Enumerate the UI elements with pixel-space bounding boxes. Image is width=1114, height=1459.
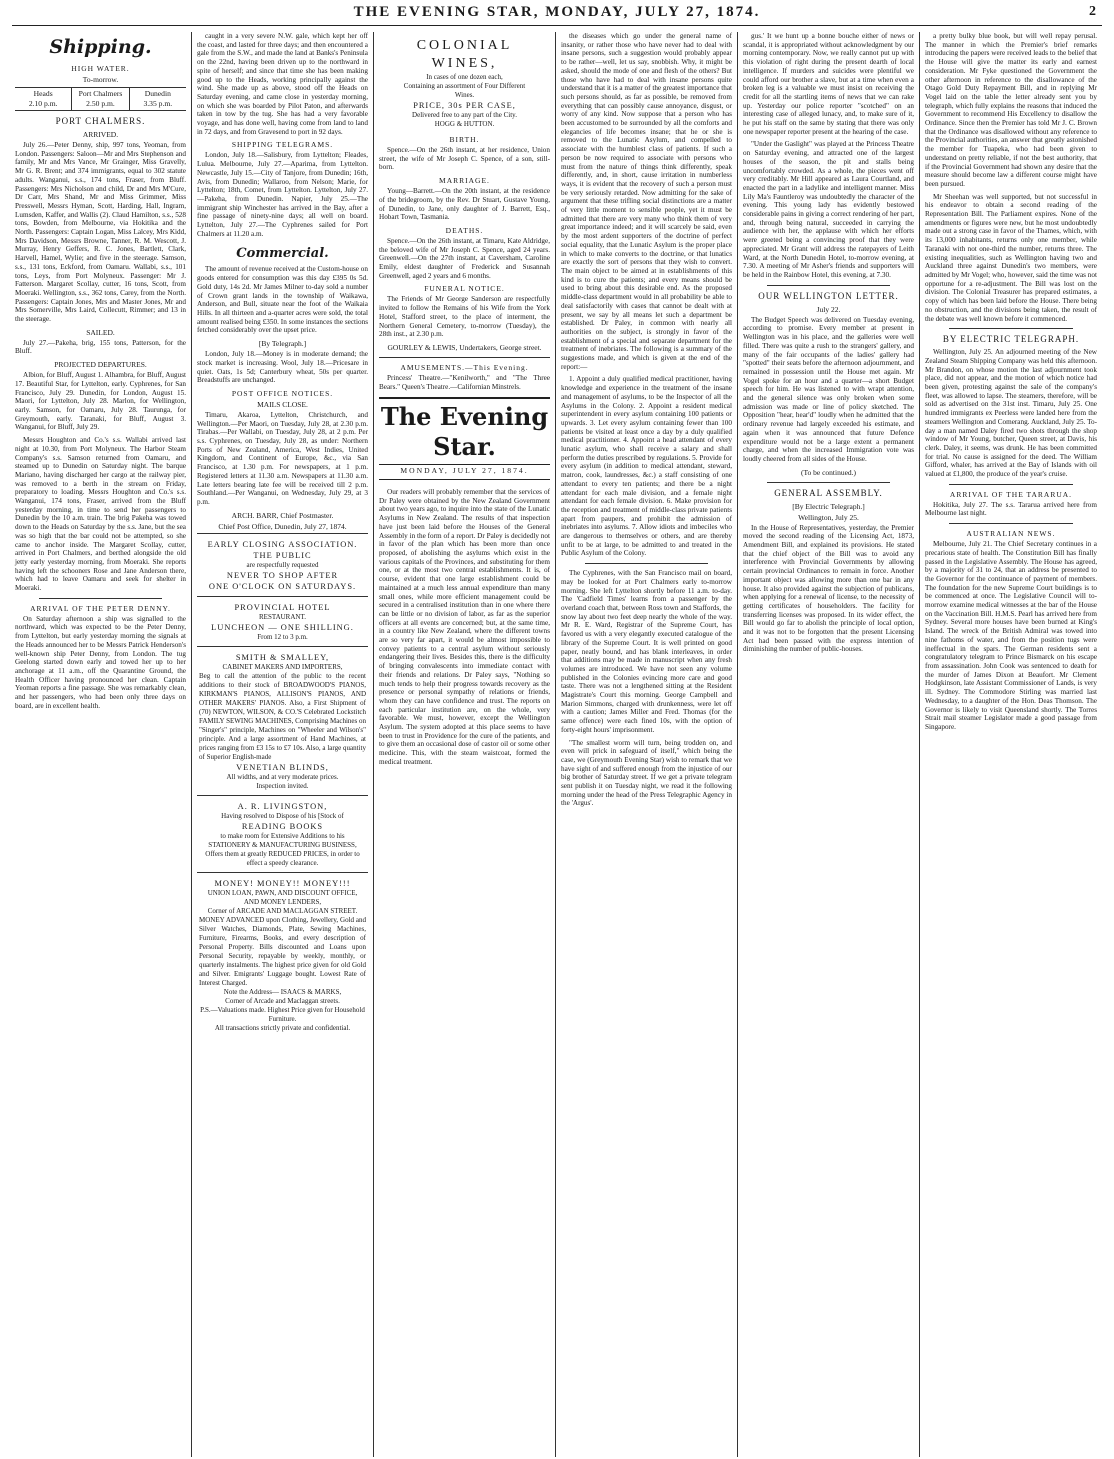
ad-line: AND MONEY LENDERS, xyxy=(243,897,322,906)
birth-heading: BIRTH. xyxy=(449,135,480,144)
post-office-date: Chief Post Office, Dunedin, July 27, 1874. xyxy=(218,521,347,531)
ad-line: CABINET MAKERS AND IMPORTERS, xyxy=(222,662,343,671)
early-closing-ad xyxy=(197,533,368,596)
birth-text: Spence.—On the 26th instant, at her residence, Union street, the wife of Mr Joseph C. Spence, of a son, still-born. xyxy=(379,146,550,172)
ad-line: Delivered free to any part of the City. xyxy=(412,111,517,119)
provincial-hotel-ad xyxy=(197,596,368,646)
ad-line: Wines. xyxy=(454,91,475,99)
ad-line: Corner of Arcade and Maclaggan streets. xyxy=(225,996,340,1005)
ad-line: Note the Address— ISAACS & MARKS, xyxy=(223,987,342,996)
shipping-telegrams-heading: SHIPPING TELEGRAMS. xyxy=(231,140,334,150)
wellington-letter-heading: OUR WELLINGTON LETTER. xyxy=(758,290,899,301)
tararua-text: Hokitika, July 27. The s.s. Tararua arrived here from Melbourne last night. xyxy=(925,500,1097,518)
column-5 xyxy=(738,32,920,1457)
deaths-text: Spence.—On the 26th instant, at Timaru, Kate Aldridge, the beloved wife of Mr Joseph C. Spence, aged 24 years. Greenwell.—On the 27th instant, at Caversham, Caroline Emily, eldest daughter of Frederick and Susannah Greenwell, aged 2 years and 6 months. xyxy=(379,236,550,280)
theatre-text: "Under the Gaslight" was played at the Princess Theatre on Saturday evening, and attracted one of the largest houses of the season, the pit and stalls being uncomfortably crowded. As a whole, the pieces went off very creditably. Mr Hill appeared as Laura Courtland, and enacted the part in a ladylike and intelligent manner. Miss Lily Ma's Fauntleroy was undoubtedly the character of the evening. This young lady has evidently bestowed considerable pains in giving a correct rendering of her part, and, through being natural, succeeded in carrying the audience with her, the applause with which her efforts were greeted being a convincing proof that they were appreciated. Mr Grant will address the ratepayers of Leith Ward, at the North Dunedin Hotel, to-morrow evening, at 7.30. A meeting of Mr Asher's friends and supporters will be held in the Rainbow Hotel, this evening, at 7.30. xyxy=(743,140,914,279)
local-news-text-2: "The smallest worm will turn, being trodden on, and even will prick in safeguard of itself," which being the case, we (Greymouth Evening Star) wish to remark that we have sight of and suffered enough from the injustice of our big brother of Saturday street. If we get a private telegram sent publish it on Tuesday night, we read it the following morning under the head of the Press Telegraphic Agency in the 'Argus'. xyxy=(561,738,732,808)
divider xyxy=(767,285,890,286)
ad-line: In cases of one dozen each, xyxy=(426,73,503,81)
ad-headline: MONEY! MONEY!! MONEY!!! xyxy=(214,878,351,888)
editorial-continued-text: the diseases which go under the general name of insanity, or rather those who have never had to deal with insane persons, such a suggestion would probably appear to be rather—well, let us say, snobbish. Why, it might be asked, should the mode of one and flesh of the others? But those who have had to deal with insane persons quite understand that it is a matter of the greatest importance that such persons should, as far as possible, be removed from everything that can possibly cause annoyance, disgust, or worry of any kind. Now suppose that a person who has been accustomed to be surrounded by all the comforts and elegancies of life becomes insane; that he or she is removed to the Lunatic Asylum, and compelled to associate with the humblest class of patients. If such a person be now required to associate with persons who must from the nature of things think differently, speak differently, and, in short, cause irritation in numberless ways, it is evident that the recovery of such a person must be very seriously retarded. Now admitting for the sake of argument that these trifling social distinctions are a matter of very little moment to sensible people, yet it must be admitted that there are very many who think them of very great importance indeed; and it will scarcely be said, even by the most ardent supporters of the doctrine of perfect social equality, that the Lunatic Asylum is the proper place in which to make converts to the doctrine, or that lunatics are exactly the sort of persons that they wish to convert. The main object to be aimed at in establishments of this kind is to cure the patients; and every means should be used to bring about this desirable end. As the proposed middle-class department would in all probability be able to deal satisfactorily with cases that cannot be dealt with at present, we say by all means let such a department be established. Dr Paley, in common with nearly all authorities on the subject, is strongly in favor of the establishment of a special and separate department for the treatment of inebriates. The following is a summary of the suggestions made, and which is given at the end of the report:— xyxy=(561,32,732,371)
tararua-heading: ARRIVAL OF THE TARARUA. xyxy=(949,489,1073,499)
marriage-heading: MARRIAGE. xyxy=(439,176,490,186)
mails-close-heading: MAILS CLOSE. xyxy=(257,399,308,409)
ad-line: HOGG & HUTTON. xyxy=(434,120,495,128)
column-6 xyxy=(920,32,1102,1457)
arrival-text: On Saturday afternoon a ship was signalled to the northward, which was expected to be the Peter Denny, from Lyttelton, but early yesterday morning the signals at the Heads announced her to be Messrs Patrick Henderson's well-known ship Peter Denny, from London. The tug Geelong started down early and towed her up to her anchorage at 11 a.m., off the Quarantine Ground, the Health Officer having pronounced her clean. Captain Yeoman reports a fine passage. She was remarkably clean, and her passengers, who had been only three days on board, are in excellent health. xyxy=(15,614,186,710)
local-news-text: The Cyphrenes, with the San Francisco mail on board, may be looked for at Port Chalmers early to-morrow morning. She left Lyttelton shortly before 11 a.m. to-day. The 'Cadfield Times' learns from a passenger by the overland coach that, between Ross town and Staffords, the snow lay about two feet deep nearly the whole of the way. Mr R. E. Ward, Registrar of the Supreme Court, has favored us with a very elegantly executed catalogue of the library of the Supreme Court. It is well printed on good paper, neatly bound, and has blank interleaves, in order that additions may be made in manuscript when any fresh volumes are introduced. We have not seen any volume published in the Colonies evincing more care and good taste. There was not a lengthened sitting at the Resident Magistrate's Court this morning. George Campbell and Marion Simmons, charged with drunkenness, were let off with a caution; James Miller and Fred. Thomas (for the same offence) were each fined 10s, with the option of forty-eight hours' imprisonment. xyxy=(561,569,732,734)
ad-headline: A. R. LIVINGSTON, xyxy=(237,801,328,811)
tide-time: 2.50 p.m. xyxy=(86,99,115,108)
ad-line: ONE O'CLOCK ON SATURDAYS. xyxy=(208,581,357,591)
ad-headline: PROVINCIAL HOTEL xyxy=(234,602,331,612)
projected-text: Albion, for Bluff, August 1. Alhambra, for Bluff, August 17. Beautiful Star, for Lyttelton, early. Cyphrenes, for San Francisco, July 29. Dunedin, for London, August 15. Maori, for Lyttelton, July 28. Marlon, for Wellington, early. Samson, for Oamaru, July 28. Taurunga, for Greymouth, early. Taranaki, for Bluff, August 3. Wanganui, for Bluff, July 29. xyxy=(15,371,186,432)
arrivals-text: July 26.—Peter Denny, ship, 997 tons, Yeoman, from London. Passengers: Saloon—Mr and Mrs Stephenson and family, Mr and Mrs Vance, Mr Grainger, Miss Gravelly, Mr G. R. Brent; and 374 immigrants, equal to 302 statute adults. Wanganui, s.s., 174 tons, Fraser, from Bluff. Passengers: Mrs Nicholson and child, Dr and Mrs M'Cure, Dr Carr, Mrs Shand, Mr and Miss Grimmer, Miss Presswell, Messrs Hyman, Scott, Harding, Hall, Ingram, Lumsden, Kaffer, and Wallis (2). Claud Hamilton, s.s., 528 tons, Bowden, from Melbourne, via Hokitika and the North. Passengers: Captain Logan, Miss Lalcey, Mrs Kidd, Mrs Davidson, Messrs Browne, Tanner, R. M. Wescott, J. Murray, Henry Geffers, R. C. Jones, Bartlett, Clark, Harvell, Hamel, Wylie; and five in the steerage. Samson, s.s., 131 tons, Eckford, from Oamaru. Wallabi, s.s., 101 tons, Leys, from Port Molyneux. Passenger: Mr J. Fatterson. Margaret Scollay, cutter, 16 tons, Scott, from Moeraki. Wellington, s.s., 362 tons, Carey, from the North. Passengers: Captain Jones, Mrs and Master Jones, Mr and Mrs Somerville, Mrs Laird, Collecutt, Rimmer; and 13 in the steerage. xyxy=(15,141,186,324)
tide-label: Port Chalmers xyxy=(78,89,123,98)
post-office-heading: POST OFFICE NOTICES. xyxy=(231,388,334,398)
column-2 xyxy=(192,32,374,1457)
funeral-heading: FUNERAL NOTICE. xyxy=(424,284,505,294)
wellington-letter-text: The Budget Speech was delivered on Tuesday evening, according to promise. Every member at present in Wellington was in his place, and the galleries were well filled. There was quite a rush to the strangers' gallery, and many of the fair occupants of the ladies' gallery had "spotted" their seats before the afternoon adjournment, and remained in possession until the House met again. Mr Vogel spoke for an hour and a quarter—a short Budget speech for him. He was listened to with wrapt attention, and the general silence was only broken when some admission was made or line of policy sketched. The Opposition "hear, hear'd" loudly when he admitted that the ordinary revenue had largely exceeded his estimate, and again when it was announced that future Defence expenditure would not be a large extent a permanent charge, and when the increased Immigration vote was loudly cheered from all sides of the House. xyxy=(743,315,914,463)
tide-label: Heads xyxy=(33,89,53,98)
ad-line: PRICE, 30s PER CASE, xyxy=(413,101,516,110)
ad-line: Inspection invited. xyxy=(256,781,309,790)
tide-time: 3.35 p.m. xyxy=(143,99,173,108)
marriage-text: Young—Barrett.—On the 20th instant, at the residence of the bridegroom, by the Rev. Dr Stuart, Gustave Young, of Dunedin, to Jane, only daughter of J. Barrett, Esq., Hobart Town, Tasmania. xyxy=(379,187,550,222)
general-assembly-text: In the House of Representatives, yesterday, the Premier moved the second reading of the Licensing Act, 1873, Amendment Bill, and explained its provisions. He stated that the chief object of the Bill was to avoid any interference with Provincial Governments by allowing certain provincial Ordinances to remain in force. Another important object was allowing more than one bar in any house. It also provided against the subjection of publicans, when applying for a renewal of license, to the necessity of getting certificates of householders. The facility for transferring licenses was proposed. In its wider effect, the Bill would go far to abolish the principle of local option, and it was not to be forgotten that the present Licensing Act had been passed with the express intention of diminishing the number of public-houses. xyxy=(743,523,914,654)
projected-heading: PROJECTED DEPARTURES. xyxy=(54,360,147,370)
ad-line: Containing an assortment of Four Different xyxy=(403,82,526,90)
paper-name: The Evening Star. xyxy=(380,402,549,462)
divider xyxy=(949,523,1073,524)
high-water-sub: To-morrow. xyxy=(82,75,119,84)
ad-line: to make room for Extensive Additions to his xyxy=(220,831,345,840)
tide-table xyxy=(15,87,186,111)
general-assembly-telegraph: [By Electric Telegraph.] xyxy=(792,501,865,511)
amusements-heading: AMUSEMENTS.—This Evening. xyxy=(400,362,529,372)
ad-line: THE PUBLIC xyxy=(253,550,312,560)
ad-line: All transactions strictly private and confidential. xyxy=(214,1023,351,1032)
arrival-heading: ARRIVAL OF THE PETER DENNY. xyxy=(30,603,171,613)
ad-line: are respectfully requested xyxy=(246,560,319,569)
local-news-continued-text: gus.' It we hunt up a bonne bouche either of news or scandal, it is appropriated without acknowledgment by our morning contemporary. Now, we really cannot put up with this violation of right during the present dearth of local intelligence. If murders and suicides were plentiful we could afford our brother a slave, but at a time when even a broken leg is a valuable we must insist on receiving the credit for all the startling items of news that we can rake up. Yesterday our police reporter "scotched" on an interesting case of alleged lunacy, and, to make sure of it, he put his staff on the same by stating that there was only one newspaper reporter present at the hearing of the case. xyxy=(743,32,914,136)
money-lenders-ad xyxy=(197,872,368,1037)
high-water-heading: HIGH WATER. xyxy=(71,64,130,73)
editorial-text: Our readers will probably remember that the services of Dr Paley were obtained by the New Zealand Government about two years ago, to inquire into the state of the Lunatic Asylums in New Zealand. The results of that inspection have just been laid before the Houses of the General Assembly in the form of a report. Dr Paley is decidedly not in favor of the plan which has been more than once proposed, of abolishing the asylums which exist in the various capitals of the Provinces, and substituting for them one, or at the most two central establishments. It is, of course, evident that one large establishment could be maintained at a much less annual expenditure than many small ones, while more efficient management could be secured in a centralised institution than in one where there can be little or no division of labor, as far as the superior officers at all events are concerned; but, at the same time, in a country like New Zealand, where the different towns are so very far apart, it would be almost impossible to convey patients to a central asylum without seriously endangering their lives. Besides this, there is the difficulty of bringing convalescents into immediate contact with their friends and relations. Dr Paley says, "Nothing so much tends to help their progress towards recovery as the presence or personal sympathy of relations or friends, whom they can have confidence and trust. The reports on each particular institution are, on the whole, very favorable. We must, however, except the Wellington Asylum. The system adopted at this place seems to have been to trust in Providence for the cure of the patients, and to give them an occasional dose of castor oil or some other medicine. This, with the steam waistcoat, formed the medical treatment. xyxy=(379,488,550,766)
australian-news-text: Melbourne, July 21. The Chief Secretary continues in a precarious state of health. The Constitution Bill has finally passed in the Legislative Assembly. The House has agreed, by a majority of 31 to 24, that an address be presented to the Governor for the continuance of payment of members. The foundation for the new Supreme Court buildings is to be commenced at once. The Legislative Council will to-morrow examine medical witnesses at the bar of the House on the Vaccination Bill. H.M.S. Pearl has arrived here from Sydney. Several more houses have been burned at King's Island. The wreck of the British Admiral was towed into nine fathoms of water, and from the position tugs were ineffectual in the spars. The German residents sent a congratulatory telegram to Prince Bismarck on his escape from assassination. John Cook was sentenced to death for the murder of James Dixon at Beaufort. Mr Clement Hodgkinson, late Assistant Commissioner of Lands, is very ill. Sydney. The Commodore Stirling was married last Wednesday, to a daughter of the Hon. Deas Thomson. The Governor is likely to visit Queensland shortly. The Torres Strait mail steamer Legislator made a good passage from Singapore. xyxy=(925,540,1097,731)
divider xyxy=(39,598,162,599)
australian-news-heading: AUSTRALIAN NEWS. xyxy=(966,529,1056,539)
electric-telegraph-heading: BY ELECTRIC TELEGRAPH. xyxy=(942,334,1080,345)
masthead xyxy=(12,0,1102,26)
post-office-text: Timaru, Akaroa, Lyttelton, Christchurch, and Wellington.—Per Maori, on Tuesday, July 28, at 2.30 p.m. Tirabas.—Per Wallabi, on Tuesday, July 28, at 2 p.m. Per s.s. Cyphrenes, on Tuesday, July 28, as under: Northern Ports of New Zealand, America, West Indies, United Kingdom, and Continent of Europe, &c., via San Francisco, at 1.30 p.m. For newspapers, at 1 p.m. Registered letters at 11.30 a.m. Newspapers at 11.30 a.m. Late letters bearing late fee will be received till 2 p.m. Southland.—Per Wanganui, on Wednesday, July 29, at 3 p.m. xyxy=(197,410,368,506)
ad-line: UNION LOAN, PAWN, AND DISCOUNT OFFICE, xyxy=(207,888,358,897)
colonial-wines-ad xyxy=(379,32,550,133)
commercial-text: The amount of revenue received at the Custom-house on goods entered for consumption was this day £395 0s 5d. Gold duty, 14s 2d. Mr James Milner to-day sold a number of Crown grant lands in the township of Waikawa, Anderson, and Bull, situate near the foot of the Waikaia Hills. In all thirteen and a-quarter acres were sold, the total amount realised being £350. In some instances the sections fetched considerably over the upset price. xyxy=(197,265,368,335)
ad-line: NEVER TO SHOP AFTER xyxy=(226,570,339,580)
commercial-telegrams-text: London, July 18.—Money is in moderate demand; the stock market is increasing. Wool, July 18.—Pricesare in quiet. Oats, 1s 5d; Canterbury wheat, 50s per quarter. Breadstuffs are unchanged. xyxy=(197,350,368,385)
tide-time: 2.10 p.m. xyxy=(28,99,58,108)
divider xyxy=(949,328,1073,329)
ad-line: RESTAURANT. xyxy=(259,612,306,621)
ad-line: All widths, and at very moderate prices. xyxy=(226,772,339,781)
shipping-heading: Shipping. xyxy=(49,36,152,58)
tide-cell-heads xyxy=(15,88,72,110)
ad-line: Corner of ARCADE AND MACLAGGAN STREET. xyxy=(207,906,358,915)
paper-date: MONDAY, JULY 27, 1874. xyxy=(379,464,550,476)
arrived-heading: ARRIVED. xyxy=(82,130,119,139)
page-number: 2 xyxy=(1089,4,1096,19)
ad-line: Having resolved to Dispose of his [Stock of xyxy=(221,811,344,820)
ad-headline: COLONIAL WINES, xyxy=(416,38,513,71)
paper-flag xyxy=(379,397,550,480)
ad-headline: EARLY CLOSING ASSOCIATION. xyxy=(207,539,358,549)
ad-body: MONEY ADVANCED upon Clothing, Jewellery, Gold and Silver Watches, Diamonds, Plate, Sewing Machines, Furniture, Firearms, Books, and every description of Personal Property. Bills discounted and Loans upon Personal Security, repayable by weekly, monthly, or quarterly instalments. The highest price given for old Gold and Silver. Emigrants' Luggage bought. Lowest Rate of Interest Charged. xyxy=(199,915,366,987)
to-be-continued: (To be continued.) xyxy=(800,467,857,477)
divider xyxy=(767,482,890,483)
by-telegraph-label: [By Telegraph.] xyxy=(258,339,307,349)
livingston-ad xyxy=(197,795,368,872)
general-assembly-heading: GENERAL ASSEMBLY. xyxy=(774,487,883,498)
amusements-text: Princess' Theatre.—"Kenilworth," and "The Three Bears." Queen's Theatre.—Californian Minstrels. xyxy=(379,373,550,391)
port-heading: PORT CHALMERS. xyxy=(55,116,146,126)
ad-line: LUNCHEON — ONE SHILLING. xyxy=(211,622,354,632)
ad-line: STATIONERY & MANUFACTURING BUSINESS, xyxy=(208,840,357,849)
divider xyxy=(949,484,1073,485)
ad-line: VENETIAN BLINDS, xyxy=(236,762,329,772)
tide-cell-port-chalmers xyxy=(72,88,129,110)
shipping-telegrams-text: London, July 18.—Salisbury, from Lyttelton; Fleades, Lulua. Melbourne, July 27.—Aparima, from Lyttelton. Newcastle, July 15.—City of Tanjore, from Dunedin; 16th, Avis, from Dunedin; Wallaroo, from Nelson; Marie, for Lyttelton; 18th, Comet, from Lyttelton. Lyttelton, July 27.—Pakeha, from Dunedin. Napier, July 25.—The immigrant ship Winchester has arrived in the Bay, after a fine passage of ninety-nine days; all well on board. Lyttelton, July 27.—The Cyphrenes sailed for Port Chalmers at 11.20 a.m. xyxy=(197,151,368,238)
wellington-letter-date: July 22. xyxy=(816,304,841,314)
shipping-news-text: Messrs Houghton and Co.'s s.s. Wallabi arrived last night at 10.30, from Port Molyneux. The Harbor Steam Company's s.s. Samson returned from Oamaru, and steamed up to Dunedin on Saturday night. The barque Mariano, having discharged her cargo at the railway pier, was removed to a berth in the stream on Friday, preparatory to loading. Messrs Houghton and Co.'s s.s. Wanganui, 174 tons, Fraser, arrived from the Bluff yesterday morning, in time to send her passengers to Dunedin by the 10 a.m. train. The brig Pakeha was towed down to the Heads on Saturday by the s.s. Jane, but the sea was so high that the bar could not be attempted, so she came to anchor inside. The Margaret Scollay, cutter, arrived in Port Chalmers, and berthed alongside the old jetty early yesterday morning, from Moeraki. She reports having left the schooners Rose and Jane Anderson there, which had to leave Oamaru and seek for shelter in Moeraki. xyxy=(15,436,186,593)
postmaster-signature: ARCH. BARR, Chief Postmaster. xyxy=(231,510,334,520)
ad-line: P.S.—Valuations made. Highest Price given for Household Furniture. xyxy=(200,1005,365,1023)
funeral-signature: GOURLEY & LEWIS, Undertakers, George street. xyxy=(387,342,542,352)
funeral-text: The Friends of Mr George Sanderson are respectfully invited to follow the Remains of his Wife from the York Hotel, Stafford street, to the place of interment, the Northern General Cemetery, to-morrow (Tuesday), the 28th inst., at 2.30 p.m. xyxy=(379,295,550,339)
column-1 xyxy=(10,32,192,1457)
ad-headline: SMITH & SMALLEY, xyxy=(235,652,330,662)
commercial-heading: Commercial. xyxy=(236,246,329,262)
masthead-title: THE EVENING STAR, MONDAY, JULY 27, 1874. xyxy=(353,4,761,20)
column-3 xyxy=(374,32,556,1457)
ad-line: READING BOOKS xyxy=(241,821,324,831)
sailings-text: July 27.—Pakeha, brig, 155 tons, Patterson, for the Bluff. xyxy=(15,338,186,356)
ad-line: Offers them at greatly REDUCED PRICES, in order to effect a speedy clearance. xyxy=(205,849,360,867)
suggestions-list: 1. Appoint a duly qualified medical practitioner, having knowledge and experience in the treatment of the insane and management of asylums, to be the Inspector of all the Asylums in the Colony. 2. Appoint a resident medical superintendent in every asylum containing 100 patients or upwards. 3. Let every asylum containing fewer than 100 patients be visited at least once a day by a duly qualified medical practitioner. 4. Appoint a head attendant of every lunatic asylum, who shall receive a salary and shall perform the duties prescribed by regulations. 5. Provide for every asylum (in addition to medical attendant, steward, matron, cook, laundresses, &c.) a staff consisting of one attendant to every ten patients; and there be a night attendant for each male division, and a female night attendant for each female division. 6. Make provision for the reception and treatment of middle-class private patients apart from paupers, and prohibit the admission of inebriates into asylums. 7. Allow idiots and imbeciles who are dangerous to themselves or others, and are thereby unfit to be at large, to be admitted to and treated in the Public Asylum of the Colony. xyxy=(561,375,732,558)
smith-smalley-ad xyxy=(197,646,368,795)
voyage-continued-text: caught in a very severe N.W. gale, which kept her off the coast, and lasted for three days; and then encountered a gale from the S.W., and made the land at Banks's Peninsula on the 22nd, having been driven up to the northward in spite of herself; and since that time she has been making good up to the Heads, working principally against the wind. She made up as above, stood off the Heads on Saturday evening, and came close in yesterday morning, on which she was boarded by Pilot Paton, and afterwards taken in tow by the tug. She has had a very favorable voyage, and has done well, having come from land to land in 72 days, and from Gravesend to port in 92 days. xyxy=(197,32,368,136)
letter-continued-text: a pretty bulky blue book, but will well repay perusal. The manner in which the Premier's brief remarks introducing the papers were received leads to the belief that the House will give the matter its early and earnest consideration. Mr Fyke questioned the Government the other afternoon in reference to the disallowance of the Otago Gold Duty Repayment Bill, and in replying Mr Vogel laid on the table the letter already sent you by telegraph, which fully explains the reasons that induced the Government to recommend His Excellency to disallow the Ordinance. Since then the Premier has told Mr J. C. Brown that the Ordinance was disallowed without any reference to the Provincial authorities, an answer that greatly astonished the member for Tuapeka, who had been given to understand on pretty reliable, if not the best authority, that if the Provincial Government had shown any desire that the measure should become law a different course might have been pursued. xyxy=(925,32,1097,188)
columns xyxy=(10,32,1104,1457)
tide-label: Dunedin xyxy=(144,89,171,98)
electric-telegraph-text: Wellington, July 25. An adjourned meeting of the New Zealand Steam Shipping Company was held this afternoon. Mr Brandon, on whose motion the last adjournment took place, did not appear, and the motion of which notice had been given, protesting against the sale of the company's fleet, was allowed to lapse. The steamers, therefore, will be sold as advertised on the 31st inst. Timaru, July 25. One hundred immigrants ex Peerless were landed here from the steamers Wellington and Comerang. Auckland, July 25. To-day a man named Daley fired two shots through the shop window of Mr Young, butcher, Queen street, at Davis, his clerk. Daley, it seems, was drunk. He has been committed for trial. No cause is assigned for the deed. The William Gifford, whaler, has arrived at the Bay of Islands with oil valued at £1,800, the produce of the year's cruise. xyxy=(925,348,1097,479)
representation-text: Mr Sheehan was well supported, but not successful in his endeavor to obtain a second reading of the Representation Bill. The Parliament expires. None of the amendments or figures were new, but he most undoubtedly made out a strong case in favor of the Thames, which, with its 13,000 inhabitants, returns only one member, while Taranaki with not one-third the number, returns three. The existing inequalities, such as Wellington having two and Auckland three against Dunedin's two members, were admitted by Mr Vogel; who, however, said the time was not opportune for a re-adjustment. The Bill was lost on the division. The Colonial Treasurer has prepared estimates, a copy of which has been laid before the House. There being no obstruction, and the divisions being taken, the result of the debate was well known before it commenced. xyxy=(925,192,1097,323)
divider xyxy=(585,563,708,564)
sailed-heading: SAILED. xyxy=(86,327,115,337)
tide-cell-dunedin xyxy=(130,88,186,110)
ad-body: Beg to call the attention of the public to the recent additions to their stock of BROADWOOD'S PIANOS, KIRKMAN'S PIANOS, ALLISON'S PIANOS, AND OTHER MAKERS' PIANOS. Also, a First Shipment of (70) NEWTON, WILSON, & CO.'S Celebrated Lockstitch FAMILY SEWING MACHINES, Comprising Machines on "Singer's" principle, Machines on "Wheeler and Wilson's" principle. And a large assortment of Hand Machines, at prices ranging from £3 15s to £7 10s. Also, a large quantity of Superior English-made xyxy=(199,671,366,761)
deaths-heading: DEATHS. xyxy=(445,225,484,235)
general-assembly-date: Wellington, July 25. xyxy=(798,512,859,522)
divider xyxy=(379,357,550,358)
ad-line: From 12 to 3 p.m. xyxy=(257,632,308,641)
column-4 xyxy=(556,32,738,1457)
